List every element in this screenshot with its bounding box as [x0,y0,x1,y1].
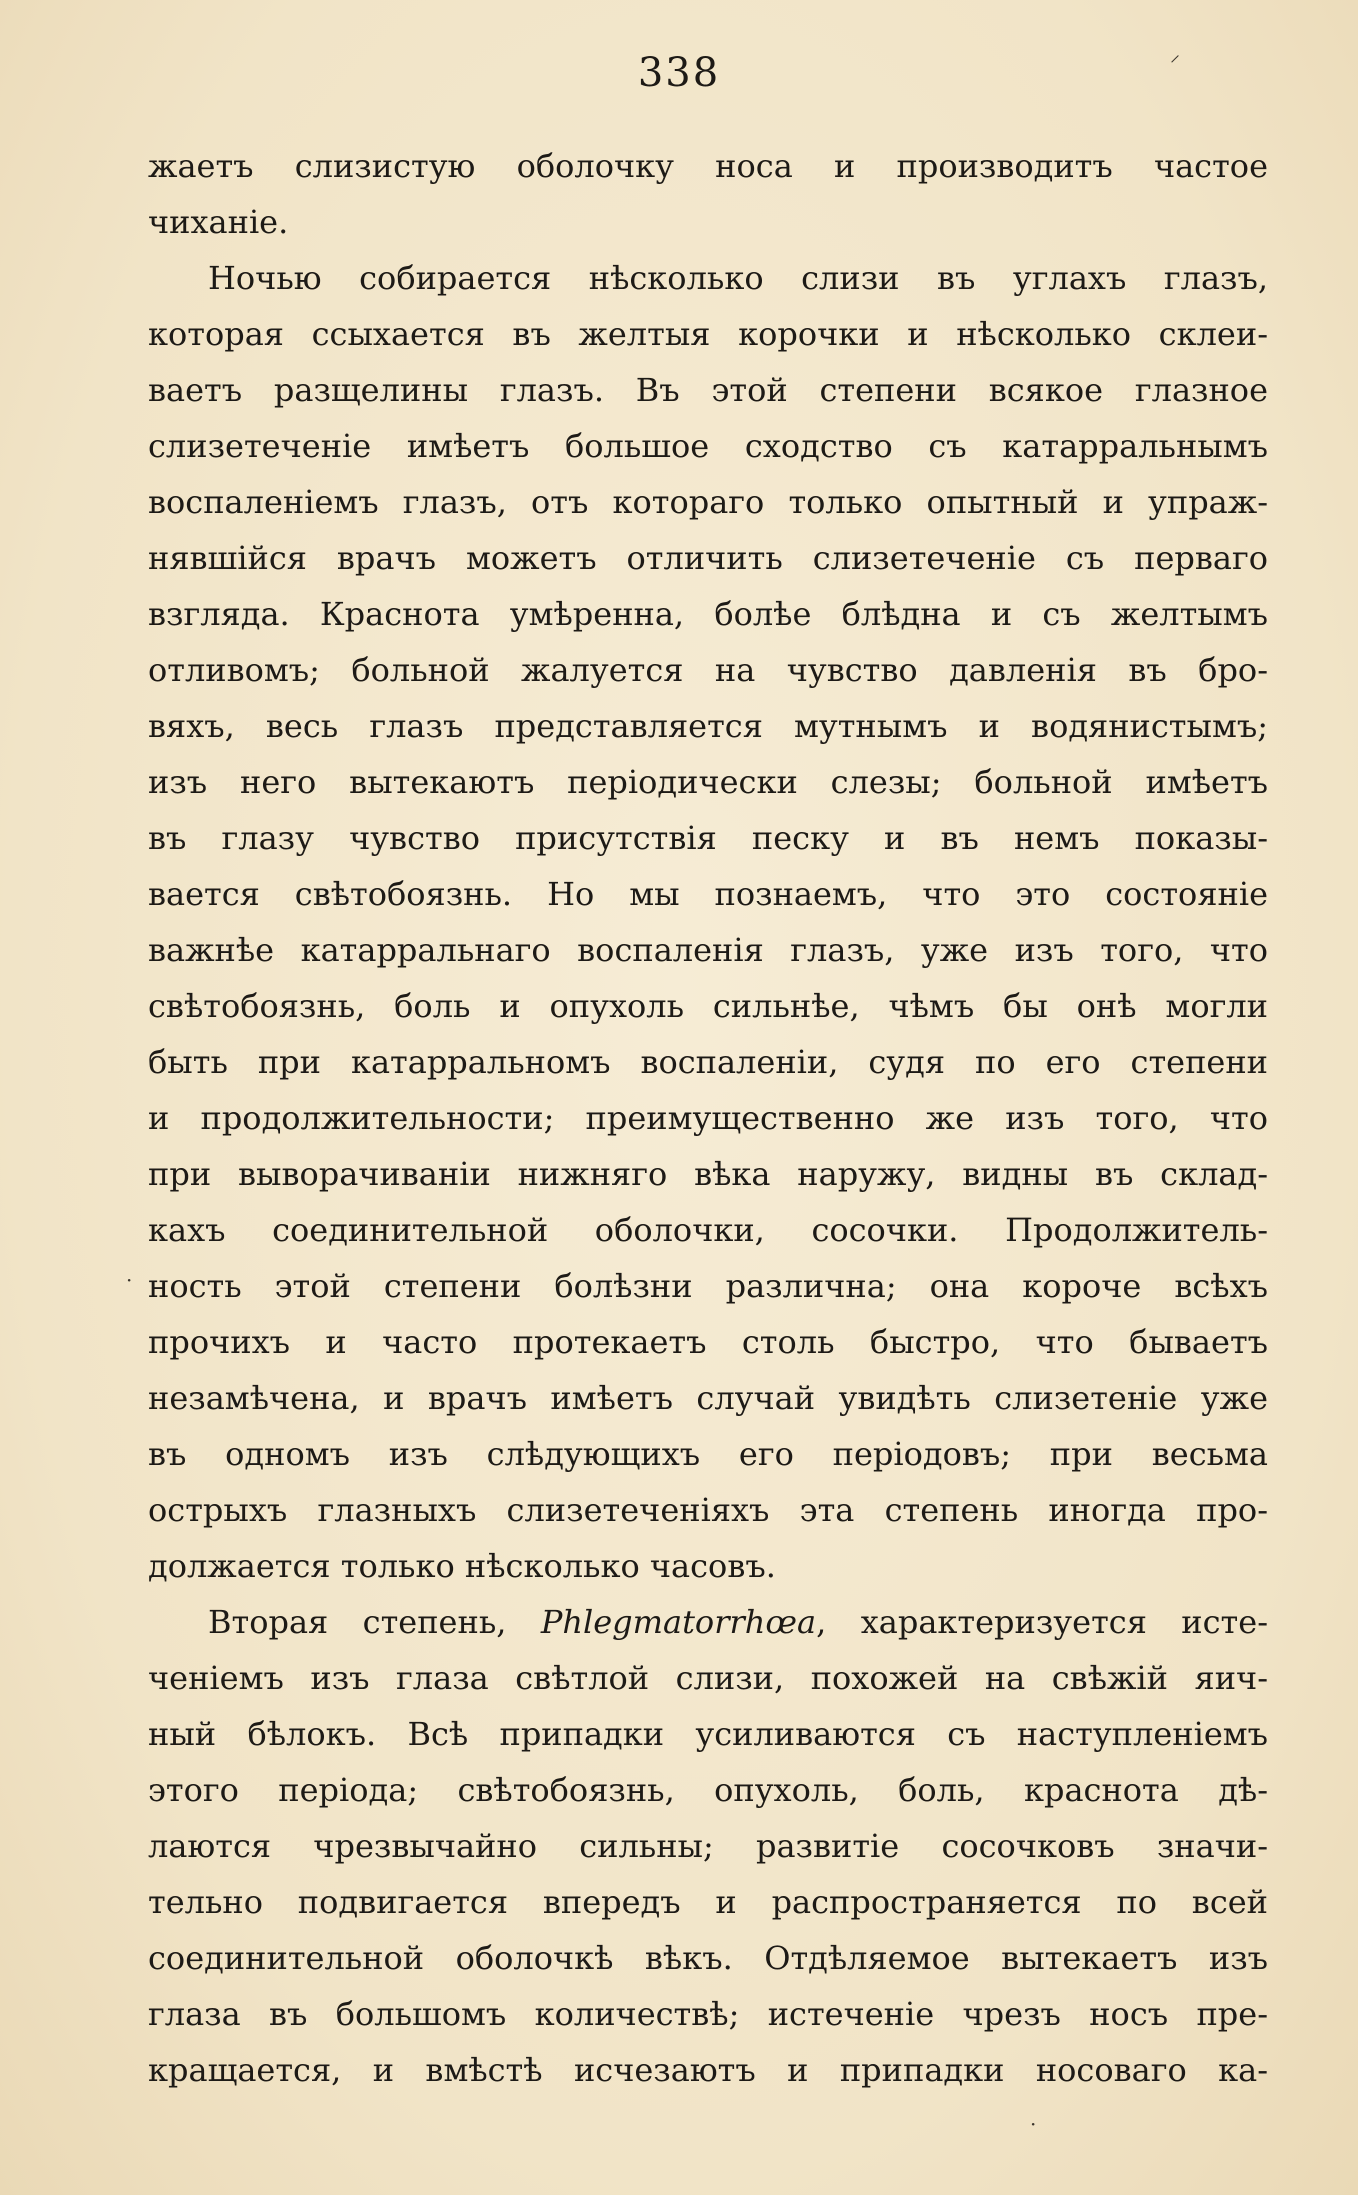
text-line: вается свѣтобоязнь. Но мы познаемъ, что это состояніе [148,875,1268,913]
text-line: воспаленіемъ глазъ, отъ котораго только опытный и упраж- [148,483,1268,521]
text-line: изъ него вытекаютъ періодически слезы; больной имѣетъ [148,763,1268,801]
text-line: незамѣчена, и врачъ имѣетъ случай увидѣть слизетеніе уже [148,1379,1268,1417]
print-speck: ⸝ [1170,42,1180,66]
text-line: при выворачиваніи нижняго вѣка наружу, видны въ склад- [148,1155,1268,1193]
text-line: кахъ соединительной оболочки, сосочки. Продолжитель- [148,1211,1268,1249]
text-fragment: , характеризуется исте- [816,1603,1268,1641]
text-line: вяхъ, весь глазъ представляется мутнымъ и водянистымъ; [148,707,1268,745]
text-line: отливомъ; больной жалуется на чувство давленія въ бро- [148,651,1268,689]
text-line: Ночью собирается нѣсколько слизи въ углахъ глазъ, [208,259,1268,297]
text-line: ный бѣлокъ. Всѣ припадки усиливаются съ наступленіемъ [148,1715,1268,1753]
text-line: прочихъ и часто протекаетъ столь быстро, что бываетъ [148,1323,1268,1361]
text-line: быть при катарральномъ воспаленіи, судя по его степени [148,1043,1268,1081]
text-line: тельно подвигается впередъ и распространяется по всей [148,1883,1268,1921]
text-line: жаетъ слизистую оболочку носа и производитъ частое [148,147,1268,185]
text-line: острыхъ глазныхъ слизетеченіяхъ эта степень иногда про- [148,1491,1268,1529]
page-number: 338 [637,50,721,96]
text-line: кращается, и вмѣстѣ исчезаютъ и припадки носоваго ка- [148,2051,1268,2089]
print-speck: · [126,1268,133,1292]
text-line: которая ссыхается въ желтыя корочки и нѣсколько склеи- [148,315,1268,353]
text-fragment: Вторая степень, [208,1603,541,1641]
text-line: ваетъ разщелины глазъ. Въ этой степени всякое глазное [148,371,1268,409]
text-line: ность этой степени болѣзни различна; она короче всѣхъ [148,1267,1268,1305]
latin-term: Phlegmatorrhœa [540,1603,817,1641]
text-line: нявшійся врачъ можетъ отличить слизетеченіе съ перваго [148,539,1268,577]
text-line: въ глазу чувство присутствія песку и въ немъ показы- [148,819,1268,857]
text-line: лаются чрезвычайно сильны; развитіе сосочковъ значи- [148,1827,1268,1865]
text-line: и продолжительности; преимущественно же изъ того, что [148,1099,1268,1137]
text-line: этого періода; свѣтобоязнь, опухоль, боль, краснота дѣ- [148,1771,1268,1809]
text-line: важнѣе катарральнаго воспаленія глазъ, уже изъ того, что [148,931,1268,969]
text-line: чиханіе. [148,203,289,241]
text-line: глаза въ большомъ количествѣ; истеченіе чрезъ носъ пре- [148,1995,1268,2033]
print-speck: · [1030,2112,1037,2136]
text-line [148,1594,1268,1650]
text-line: взгляда. Краснота умѣренна, болѣе блѣдна и съ желтымъ [148,595,1268,633]
text-line: свѣтобоязнь, боль и опухоль сильнѣе, чѣмъ бы онѣ могли [148,987,1268,1025]
text-line: слизетеченіе имѣетъ большое сходство съ катарральнымъ [148,427,1268,465]
text-line: должается только нѣсколько часовъ. [148,1547,776,1585]
text-line: соединительной оболочкѣ вѣкъ. Отдѣляемое вытекаетъ изъ [148,1939,1268,1977]
text-line: въ одномъ изъ слѣдующихъ его періодовъ; при весьма [148,1435,1268,1473]
page-text [148,138,1268,2098]
text-line: ченіемъ изъ глаза свѣтлой слизи, похожей на свѣжій яич- [148,1659,1268,1697]
